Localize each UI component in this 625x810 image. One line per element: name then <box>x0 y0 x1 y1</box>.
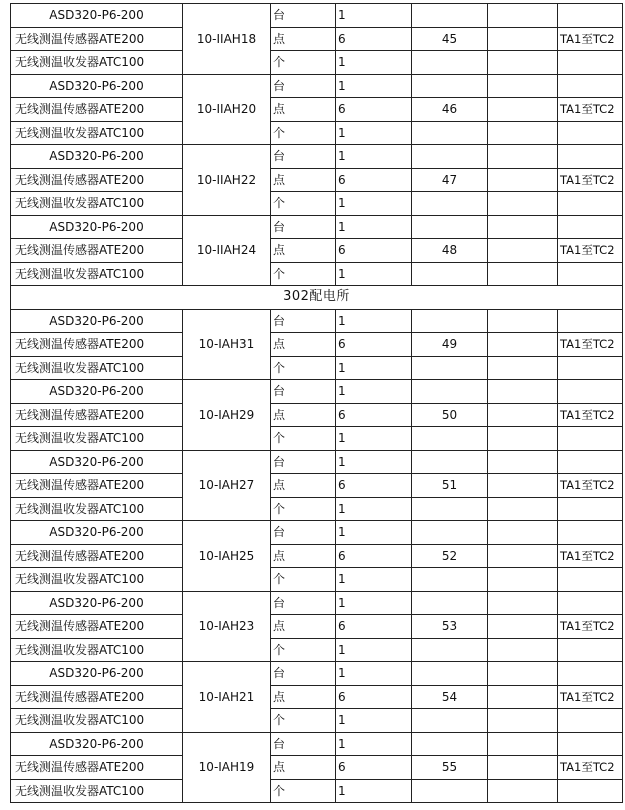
empty-cell <box>412 51 488 75</box>
quantity-cell: 1 <box>336 779 412 803</box>
range-cell: TA1至TC2 <box>558 756 623 780</box>
table-row <box>11 709 623 733</box>
empty-cell <box>412 591 488 615</box>
item-name: 无线测温收发器ATC100 <box>11 638 183 662</box>
point-number: 51 <box>412 474 488 498</box>
item-name: 无线测温传感器ATE200 <box>11 239 183 263</box>
empty-cell <box>488 615 558 639</box>
cabinet-code: 10-IIAH18 <box>183 4 271 75</box>
empty-cell <box>488 685 558 709</box>
unit-cell: 点 <box>271 615 336 639</box>
unit-cell: 个 <box>271 497 336 521</box>
unit-cell: 个 <box>271 262 336 286</box>
table-row <box>11 168 623 192</box>
table-row <box>11 74 623 98</box>
empty-cell <box>558 121 623 145</box>
empty-cell <box>412 497 488 521</box>
quantity-cell: 1 <box>336 732 412 756</box>
empty-cell <box>558 215 623 239</box>
range-cell: TA1至TC2 <box>558 98 623 122</box>
table-row <box>11 615 623 639</box>
table-row <box>11 662 623 686</box>
section-title: 302配电所 <box>11 286 623 310</box>
table-row <box>11 521 623 545</box>
quantity-cell: 6 <box>336 756 412 780</box>
cabinet-code: 10-IIAH22 <box>183 145 271 216</box>
table-row <box>11 568 623 592</box>
table-row <box>11 450 623 474</box>
item-name: 无线测温传感器ATE200 <box>11 544 183 568</box>
table-row <box>11 356 623 380</box>
unit-cell: 个 <box>271 356 336 380</box>
section-row <box>11 286 623 310</box>
empty-cell <box>488 27 558 51</box>
quantity-cell: 1 <box>336 4 412 28</box>
empty-cell <box>488 333 558 357</box>
empty-cell <box>412 309 488 333</box>
item-name: 无线测温传感器ATE200 <box>11 27 183 51</box>
empty-cell <box>558 145 623 169</box>
unit-cell: 台 <box>271 215 336 239</box>
table-row <box>11 779 623 803</box>
unit-cell: 个 <box>271 427 336 451</box>
empty-cell <box>488 121 558 145</box>
table-row <box>11 591 623 615</box>
unit-cell: 个 <box>271 121 336 145</box>
empty-cell <box>558 779 623 803</box>
empty-cell <box>412 732 488 756</box>
unit-cell: 个 <box>271 638 336 662</box>
quantity-cell: 6 <box>336 27 412 51</box>
empty-cell <box>558 638 623 662</box>
unit-cell: 个 <box>271 709 336 733</box>
range-cell: TA1至TC2 <box>558 544 623 568</box>
empty-cell <box>488 756 558 780</box>
table-row <box>11 51 623 75</box>
item-name: 无线测温收发器ATC100 <box>11 192 183 216</box>
item-name: 无线测温传感器ATE200 <box>11 685 183 709</box>
unit-cell: 个 <box>271 192 336 216</box>
unit-cell: 点 <box>271 685 336 709</box>
unit-cell: 台 <box>271 145 336 169</box>
item-name: ASD320-P6-200 <box>11 309 183 333</box>
table-row <box>11 262 623 286</box>
point-number: 46 <box>412 98 488 122</box>
quantity-cell: 6 <box>336 474 412 498</box>
range-cell: TA1至TC2 <box>558 27 623 51</box>
empty-cell <box>488 98 558 122</box>
item-name: 无线测温收发器ATC100 <box>11 356 183 380</box>
quantity-cell: 1 <box>336 309 412 333</box>
quantity-cell: 1 <box>336 262 412 286</box>
empty-cell <box>488 662 558 686</box>
unit-cell: 点 <box>271 168 336 192</box>
item-name: 无线测温收发器ATC100 <box>11 51 183 75</box>
empty-cell <box>558 356 623 380</box>
unit-cell: 台 <box>271 662 336 686</box>
empty-cell <box>558 568 623 592</box>
range-cell: TA1至TC2 <box>558 168 623 192</box>
quantity-cell: 1 <box>336 497 412 521</box>
quantity-cell: 1 <box>336 521 412 545</box>
item-name: ASD320-P6-200 <box>11 591 183 615</box>
table-row <box>11 685 623 709</box>
table-row <box>11 380 623 404</box>
empty-cell <box>412 121 488 145</box>
range-cell: TA1至TC2 <box>558 685 623 709</box>
point-number: 48 <box>412 239 488 263</box>
range-cell: TA1至TC2 <box>558 474 623 498</box>
empty-cell <box>488 591 558 615</box>
quantity-cell: 6 <box>336 239 412 263</box>
quantity-cell: 1 <box>336 356 412 380</box>
unit-cell: 点 <box>271 544 336 568</box>
cabinet-code: 10-IAH31 <box>183 309 271 380</box>
unit-cell: 点 <box>271 239 336 263</box>
point-number: 45 <box>412 27 488 51</box>
table-row <box>11 192 623 216</box>
quantity-cell: 1 <box>336 427 412 451</box>
point-number: 53 <box>412 615 488 639</box>
empty-cell <box>488 309 558 333</box>
range-cell: TA1至TC2 <box>558 403 623 427</box>
empty-cell <box>488 192 558 216</box>
empty-cell <box>488 168 558 192</box>
cabinet-code: 10-IAH21 <box>183 662 271 733</box>
quantity-cell: 1 <box>336 121 412 145</box>
quantity-cell: 1 <box>336 51 412 75</box>
empty-cell <box>412 4 488 28</box>
empty-cell <box>412 568 488 592</box>
empty-cell <box>488 544 558 568</box>
item-name: ASD320-P6-200 <box>11 4 183 28</box>
item-name: 无线测温传感器ATE200 <box>11 615 183 639</box>
table-row <box>11 239 623 263</box>
table-body <box>11 4 623 803</box>
cabinet-code: 10-IAH19 <box>183 732 271 803</box>
table-row <box>11 333 623 357</box>
item-name: ASD320-P6-200 <box>11 450 183 474</box>
unit-cell: 台 <box>271 450 336 474</box>
empty-cell <box>558 732 623 756</box>
table-row <box>11 98 623 122</box>
item-name: 无线测温传感器ATE200 <box>11 403 183 427</box>
unit-cell: 点 <box>271 403 336 427</box>
empty-cell <box>488 732 558 756</box>
item-name: ASD320-P6-200 <box>11 145 183 169</box>
empty-cell <box>488 779 558 803</box>
table-row <box>11 403 623 427</box>
cabinet-code: 10-IAH27 <box>183 450 271 521</box>
unit-cell: 台 <box>271 591 336 615</box>
range-cell: TA1至TC2 <box>558 333 623 357</box>
quantity-cell: 1 <box>336 192 412 216</box>
quantity-cell: 1 <box>336 380 412 404</box>
quantity-cell: 1 <box>336 709 412 733</box>
quantity-cell: 6 <box>336 333 412 357</box>
unit-cell: 台 <box>271 380 336 404</box>
cabinet-code: 10-IAH25 <box>183 521 271 592</box>
empty-cell <box>558 192 623 216</box>
empty-cell <box>558 450 623 474</box>
empty-cell <box>488 4 558 28</box>
point-number: 54 <box>412 685 488 709</box>
table-row <box>11 544 623 568</box>
quantity-cell: 1 <box>336 568 412 592</box>
item-name: 无线测温收发器ATC100 <box>11 427 183 451</box>
unit-cell: 点 <box>271 333 336 357</box>
unit-cell: 台 <box>271 732 336 756</box>
point-number: 52 <box>412 544 488 568</box>
empty-cell <box>558 74 623 98</box>
empty-cell <box>558 497 623 521</box>
item-name: ASD320-P6-200 <box>11 74 183 98</box>
empty-cell <box>488 74 558 98</box>
empty-cell <box>488 521 558 545</box>
empty-cell <box>488 474 558 498</box>
empty-cell <box>558 709 623 733</box>
empty-cell <box>412 145 488 169</box>
item-name: ASD320-P6-200 <box>11 732 183 756</box>
empty-cell <box>488 262 558 286</box>
item-name: 无线测温收发器ATC100 <box>11 779 183 803</box>
empty-cell <box>488 497 558 521</box>
empty-cell <box>488 239 558 263</box>
empty-cell <box>412 262 488 286</box>
table-row <box>11 309 623 333</box>
unit-cell: 个 <box>271 568 336 592</box>
item-name: 无线测温传感器ATE200 <box>11 756 183 780</box>
empty-cell <box>488 638 558 662</box>
item-name: ASD320-P6-200 <box>11 380 183 404</box>
empty-cell <box>488 568 558 592</box>
table-row <box>11 121 623 145</box>
empty-cell <box>558 51 623 75</box>
unit-cell: 个 <box>271 779 336 803</box>
empty-cell <box>558 521 623 545</box>
item-name: ASD320-P6-200 <box>11 662 183 686</box>
table-row <box>11 497 623 521</box>
quantity-cell: 1 <box>336 450 412 474</box>
quantity-cell: 1 <box>336 662 412 686</box>
unit-cell: 台 <box>271 74 336 98</box>
quantity-cell: 6 <box>336 544 412 568</box>
quantity-cell: 6 <box>336 168 412 192</box>
empty-cell <box>412 215 488 239</box>
empty-cell <box>558 262 623 286</box>
quantity-cell: 6 <box>336 98 412 122</box>
point-number: 49 <box>412 333 488 357</box>
empty-cell <box>488 403 558 427</box>
quantity-cell: 1 <box>336 638 412 662</box>
empty-cell <box>412 779 488 803</box>
unit-cell: 点 <box>271 474 336 498</box>
range-cell: TA1至TC2 <box>558 615 623 639</box>
quantity-cell: 1 <box>336 591 412 615</box>
empty-cell <box>488 145 558 169</box>
equipment-table <box>10 3 623 803</box>
quantity-cell: 1 <box>336 145 412 169</box>
unit-cell: 点 <box>271 756 336 780</box>
empty-cell <box>412 356 488 380</box>
quantity-cell: 1 <box>336 215 412 239</box>
cabinet-code: 10-IIAH24 <box>183 215 271 286</box>
empty-cell <box>412 74 488 98</box>
point-number: 55 <box>412 756 488 780</box>
unit-cell: 点 <box>271 98 336 122</box>
empty-cell <box>412 521 488 545</box>
unit-cell: 台 <box>271 4 336 28</box>
empty-cell <box>558 4 623 28</box>
empty-cell <box>558 591 623 615</box>
unit-cell: 点 <box>271 27 336 51</box>
table-row <box>11 27 623 51</box>
empty-cell <box>488 215 558 239</box>
point-number: 47 <box>412 168 488 192</box>
empty-cell <box>412 450 488 474</box>
range-cell: TA1至TC2 <box>558 239 623 263</box>
item-name: 无线测温传感器ATE200 <box>11 333 183 357</box>
empty-cell <box>412 380 488 404</box>
item-name: ASD320-P6-200 <box>11 521 183 545</box>
empty-cell <box>412 709 488 733</box>
empty-cell <box>412 638 488 662</box>
item-name: ASD320-P6-200 <box>11 215 183 239</box>
table-row <box>11 215 623 239</box>
empty-cell <box>558 380 623 404</box>
table-row <box>11 732 623 756</box>
empty-cell <box>558 662 623 686</box>
item-name: 无线测温传感器ATE200 <box>11 98 183 122</box>
table-row <box>11 638 623 662</box>
item-name: 无线测温收发器ATC100 <box>11 121 183 145</box>
point-number: 50 <box>412 403 488 427</box>
empty-cell <box>488 380 558 404</box>
unit-cell: 台 <box>271 521 336 545</box>
empty-cell <box>558 309 623 333</box>
item-name: 无线测温传感器ATE200 <box>11 168 183 192</box>
item-name: 无线测温收发器ATC100 <box>11 262 183 286</box>
table-row <box>11 427 623 451</box>
quantity-cell: 1 <box>336 74 412 98</box>
item-name: 无线测温收发器ATC100 <box>11 709 183 733</box>
item-name: 无线测温收发器ATC100 <box>11 497 183 521</box>
table-row <box>11 474 623 498</box>
table-row <box>11 4 623 28</box>
empty-cell <box>412 662 488 686</box>
empty-cell <box>488 450 558 474</box>
table-row <box>11 756 623 780</box>
table-row <box>11 145 623 169</box>
cabinet-code: 10-IAH29 <box>183 380 271 451</box>
quantity-cell: 6 <box>336 685 412 709</box>
cabinet-code: 10-IAH23 <box>183 591 271 662</box>
empty-cell <box>412 427 488 451</box>
quantity-cell: 6 <box>336 615 412 639</box>
empty-cell <box>488 709 558 733</box>
quantity-cell: 6 <box>336 403 412 427</box>
empty-cell <box>488 427 558 451</box>
empty-cell <box>558 427 623 451</box>
item-name: 无线测温收发器ATC100 <box>11 568 183 592</box>
unit-cell: 个 <box>271 51 336 75</box>
cabinet-code: 10-IIAH20 <box>183 74 271 145</box>
item-name: 无线测温传感器ATE200 <box>11 474 183 498</box>
empty-cell <box>488 356 558 380</box>
empty-cell <box>412 192 488 216</box>
empty-cell <box>488 51 558 75</box>
unit-cell: 台 <box>271 309 336 333</box>
